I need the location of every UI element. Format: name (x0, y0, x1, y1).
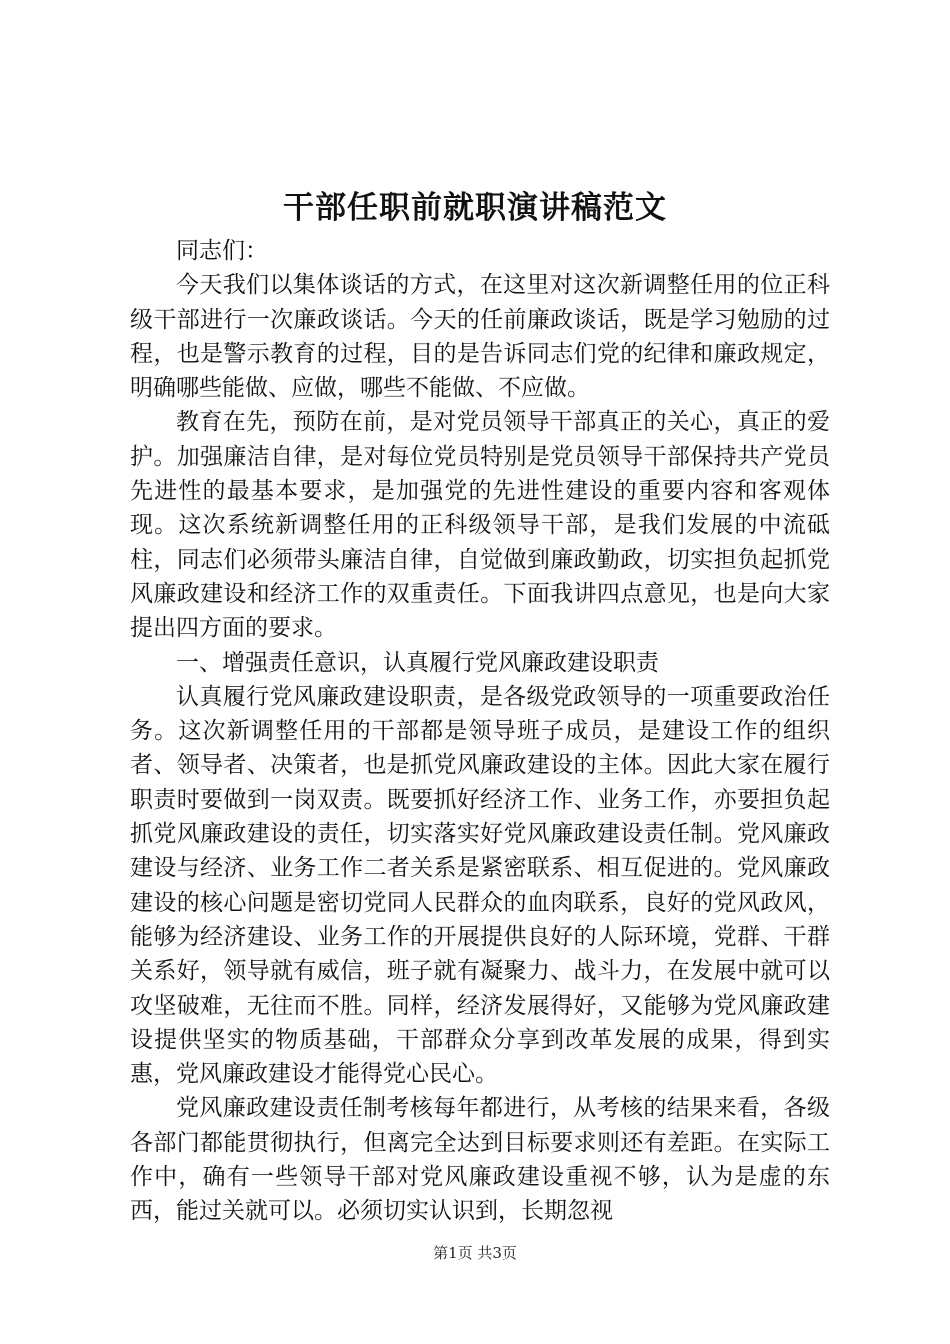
body-paragraph: 教育在先，预防在前，是对党员领导干部真正的关心，真正的爱护。加强廉洁自律，是对每位党员特别是党员领导干部保持共产党员先进性的最基本要求，是加强党的先进性建设的重要内容和客观体现。这次系统新调整任用的正科级领导干部，是我们发展的中流砥柱，同志们必须带头廉洁自律，自觉做到廉政勤政，切实担负起抓党风廉政建设和经济工作的双重责任。下面我讲四点意见，也是向大家提出四方面的要求。 (130, 409, 830, 642)
body-paragraph: 今天我们以集体谈话的方式，在这里对这次新调整任用的位正科级干部进行一次廉政谈话。今天的任前廉政谈话，既是学习勉励的过程，也是警示教育的过程，目的是告诉同志们党的纪律和廉政规定，明确哪些能做、应做，哪些不能做、不应做。 (130, 272, 830, 402)
body-paragraph: 认真履行党风廉政建设职责，是各级党政领导的一项重要政治任务。这次新调整任用的干部都是领导班子成员，是建设工作的组织者、领导者、决策者，也是抓党风廉政建设的主体。因此大家在履行职责时要做到一岗双责。既要抓好经济工作、业务工作，亦要担负起抓党风廉政建设的责任，切实落实好党风廉政建设责任制。党风廉政建设与经济、业务工作二者关系是紧密联系、相互促进的。党风廉政建设的核心问题是密切党同人民群众的血肉联系，良好的党风政风，能够为经济建设、业务工作的开展提供良好的人际环境，党群、干群关系好，领导就有威信，班子就有凝聚力、战斗力，在发展中就可以攻坚破难，无往而不胜。同样，经济发展得好，又能够为党风廉政建设提供坚实的物质基础，干部群众分享到改革发展的成果，得到实惠，党风廉政建设才能得党心民心。 (130, 683, 830, 1088)
body-paragraph: 党风廉政建设责任制考核每年都进行，从考核的结果来看，各级各部门都能贯彻执行，但离完全达到目标要求则还有差距。在实际工作中，确有一些领导干部对党风廉政建设重视不够，认为是虚的东西，能过关就可以。必须切实认识到，长期忽视 (130, 1095, 830, 1225)
section-heading: 一、增强责任意识，认真履行党风廉政建设职责 (176, 649, 659, 676)
page-number-footer: 第1页 共3页 (433, 1244, 517, 1262)
document-body (130, 234, 830, 1229)
document-title: 干部任职前就职演讲稿范文 (283, 190, 667, 226)
salutation-paragraph: 同志们： (176, 238, 268, 264)
